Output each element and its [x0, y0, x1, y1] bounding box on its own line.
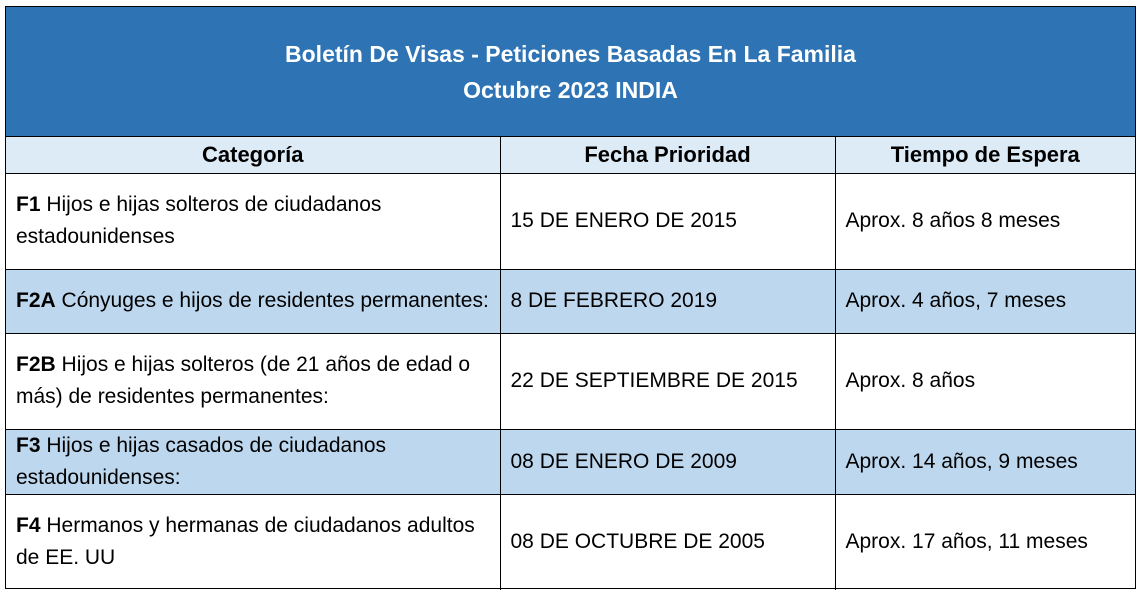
- category-cell: [6, 429, 500, 494]
- bulletin-subtitle: Octubre 2023 INDIA: [463, 76, 678, 103]
- wait-time-cell: Aprox. 17 años, 11 meses: [835, 494, 1135, 590]
- category-code: F3: [16, 433, 41, 457]
- category-description: Hijos e hijas casados de ciudadanos estadounidenses:: [16, 433, 387, 489]
- wait-time-cell: Aprox. 4 años, 7 meses: [835, 269, 1135, 333]
- table-row: [6, 494, 1135, 590]
- visa-bulletin-table-container: [5, 6, 1136, 589]
- priority-date-cell: 08 DE ENERO DE 2009: [500, 429, 835, 494]
- priority-date-cell: 8 DE FEBRERO 2019: [500, 269, 835, 333]
- column-header-priority-date: Fecha Prioridad: [500, 137, 835, 173]
- table-row: [6, 269, 1135, 333]
- column-header-category: Categoría: [6, 137, 500, 173]
- table-row: [6, 333, 1135, 429]
- category-code: F2A: [16, 289, 56, 312]
- category-description: Hijos e hijas solteros de ciudadanos estadounidenses: [16, 193, 382, 248]
- priority-date-cell: 22 DE SEPTIEMBRE DE 2015: [500, 333, 835, 429]
- table-row: [6, 173, 1135, 269]
- category-code: F1: [16, 193, 41, 216]
- bulletin-banner: [6, 7, 1135, 137]
- category-description: Hijos e hijas solteros (de 21 años de edad o más) de residentes permanentes:: [16, 353, 471, 408]
- table-header-row: [6, 137, 1135, 173]
- wait-time-cell: Aprox. 8 años 8 meses: [835, 173, 1135, 269]
- category-description: Cónyuges e hijos de residentes permanentes:: [55, 289, 489, 312]
- bulletin-title: Boletín De Visas - Peticiones Basadas En La Familia: [285, 40, 856, 67]
- category-cell: [6, 173, 500, 269]
- category-cell: [6, 494, 500, 590]
- category-cell: [6, 269, 500, 333]
- column-header-wait-time: Tiempo de Espera: [835, 137, 1135, 173]
- category-cell: [6, 333, 500, 429]
- priority-date-cell: 08 DE OCTUBRE DE 2005: [500, 494, 835, 590]
- table-row: [6, 429, 1135, 494]
- category-code: F2B: [16, 353, 56, 376]
- category-description: Hermanos y hermanas de ciudadanos adultos de EE. UU: [16, 514, 475, 570]
- wait-time-cell: Aprox. 14 años, 9 meses: [835, 429, 1135, 494]
- priority-date-cell: 15 DE ENERO DE 2015: [500, 173, 835, 269]
- category-code: F4: [16, 514, 41, 538]
- visa-bulletin-table: [6, 137, 1135, 590]
- wait-time-cell: Aprox. 8 años: [835, 333, 1135, 429]
